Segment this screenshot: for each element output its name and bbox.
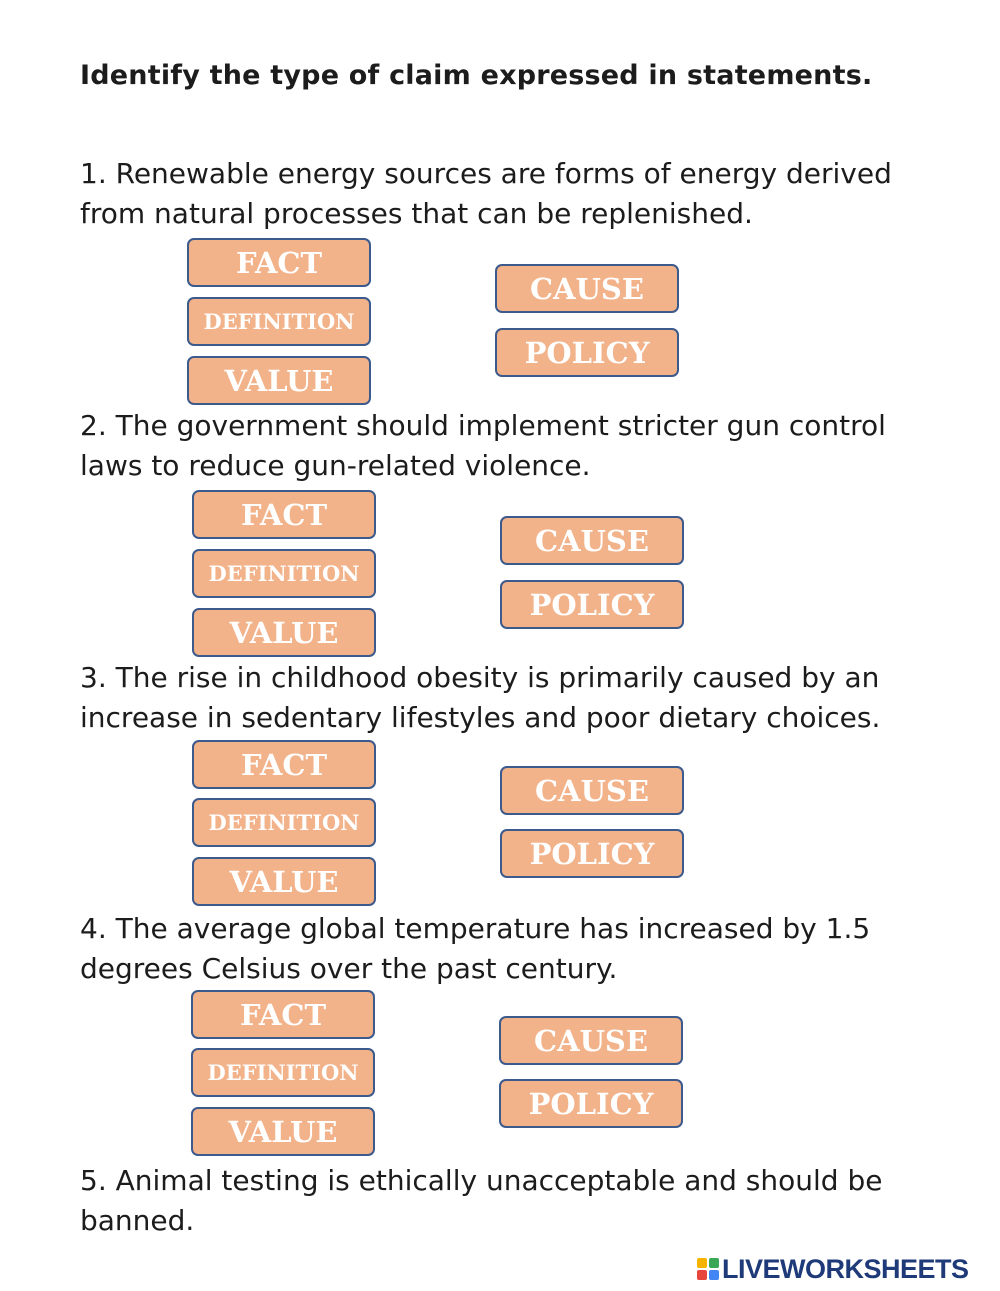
q1-policy-button[interactable]: POLICY	[495, 328, 679, 377]
liveworksheets-logo-icon	[697, 1258, 719, 1280]
q4-cause-button[interactable]: CAUSE	[499, 1016, 683, 1065]
statement-1: 1. Renewable energy sources are forms of energy derived from natural processes that can be replenished.	[80, 157, 892, 230]
q1-value-button[interactable]: VALUE	[187, 356, 371, 405]
q3-definition-button[interactable]: DEFINITION	[192, 798, 376, 847]
logo-block-3	[697, 1270, 707, 1280]
q1-fact-button[interactable]: FACT	[187, 238, 371, 287]
q4-definition-button[interactable]: DEFINITION	[191, 1048, 375, 1097]
q2-fact-button[interactable]: FACT	[192, 490, 376, 539]
statement-2: 2. The government should implement stricter gun control laws to reduce gun-related violence.	[80, 409, 886, 482]
statement-5: 5. Animal testing is ethically unacceptable and should be banned.	[80, 1164, 883, 1237]
q3-value-button[interactable]: VALUE	[192, 857, 376, 906]
page-title: Identify the type of claim expressed in statements.	[80, 60, 873, 91]
q2-policy-button[interactable]: POLICY	[500, 580, 684, 629]
q2-definition-button[interactable]: DEFINITION	[192, 549, 376, 598]
logo-block-4	[709, 1270, 719, 1280]
q4-fact-button[interactable]: FACT	[191, 990, 375, 1039]
logo-block-1	[697, 1258, 707, 1268]
q3-cause-button[interactable]: CAUSE	[500, 766, 684, 815]
statement-4: 4. The average global temperature has increased by 1.5 degrees Celsius over the past century.	[80, 912, 871, 985]
logo-block-2	[709, 1258, 719, 1268]
q3-policy-button[interactable]: POLICY	[500, 829, 684, 878]
liveworksheets-logo[interactable]	[697, 1254, 969, 1284]
logo-text: LIVEWORKSHEETS	[722, 1253, 969, 1284]
q1-cause-button[interactable]: CAUSE	[495, 264, 679, 313]
q4-value-button[interactable]: VALUE	[191, 1107, 375, 1156]
q4-policy-button[interactable]: POLICY	[499, 1079, 683, 1128]
q2-cause-button[interactable]: CAUSE	[500, 516, 684, 565]
q3-fact-button[interactable]: FACT	[192, 740, 376, 789]
statement-3: 3. The rise in childhood obesity is primarily caused by an increase in sedentary lifestyles and poor dietary choices.	[80, 661, 881, 734]
q1-definition-button[interactable]: DEFINITION	[187, 297, 371, 346]
q2-value-button[interactable]: VALUE	[192, 608, 376, 657]
